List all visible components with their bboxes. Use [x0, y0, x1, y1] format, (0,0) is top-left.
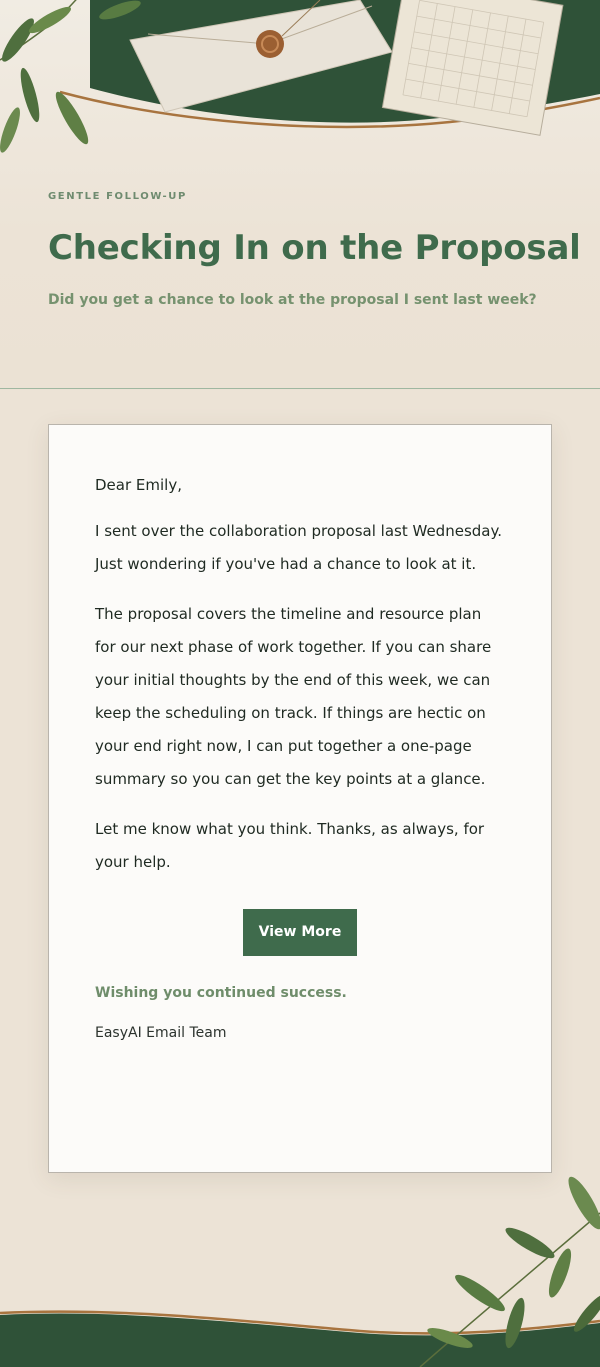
view-more-button[interactable]: View More [243, 909, 357, 956]
subtitle: Did you get a chance to look at the proposal I sent last week? [48, 292, 537, 308]
email-header [0, 0, 600, 390]
wax-seal-icon [256, 30, 284, 58]
header-illustration [0, 0, 600, 200]
header-divider [0, 388, 600, 389]
greeting: Dear Emily, [95, 476, 182, 494]
team-signature: EasyAI Email Team [95, 1025, 227, 1041]
body-paragraph-2: The proposal covers the timeline and resource plan for our next phase of work together. If you can share your initial thoughts by the end of this week, we can keep the scheduling on track. If things are hectic on your end right now, I can put together a one-page summary so you can get the key points at a glance. [95, 605, 492, 788]
page-title: Checking In on the Proposal [48, 228, 581, 268]
signoff: Wishing you continued success. [95, 985, 347, 1001]
letter-card [48, 424, 552, 1173]
footer-illustration [0, 1173, 600, 1367]
cta-wrapper [95, 909, 505, 956]
body-paragraph-1: I sent over the collaboration proposal last Wednesday. Just wondering if you've had a chance to look at it. [95, 522, 502, 573]
eyebrow-label: GENTLE FOLLOW-UP [48, 191, 187, 202]
body-paragraph-3: Let me know what you think. Thanks, as always, for your help. [95, 820, 485, 871]
